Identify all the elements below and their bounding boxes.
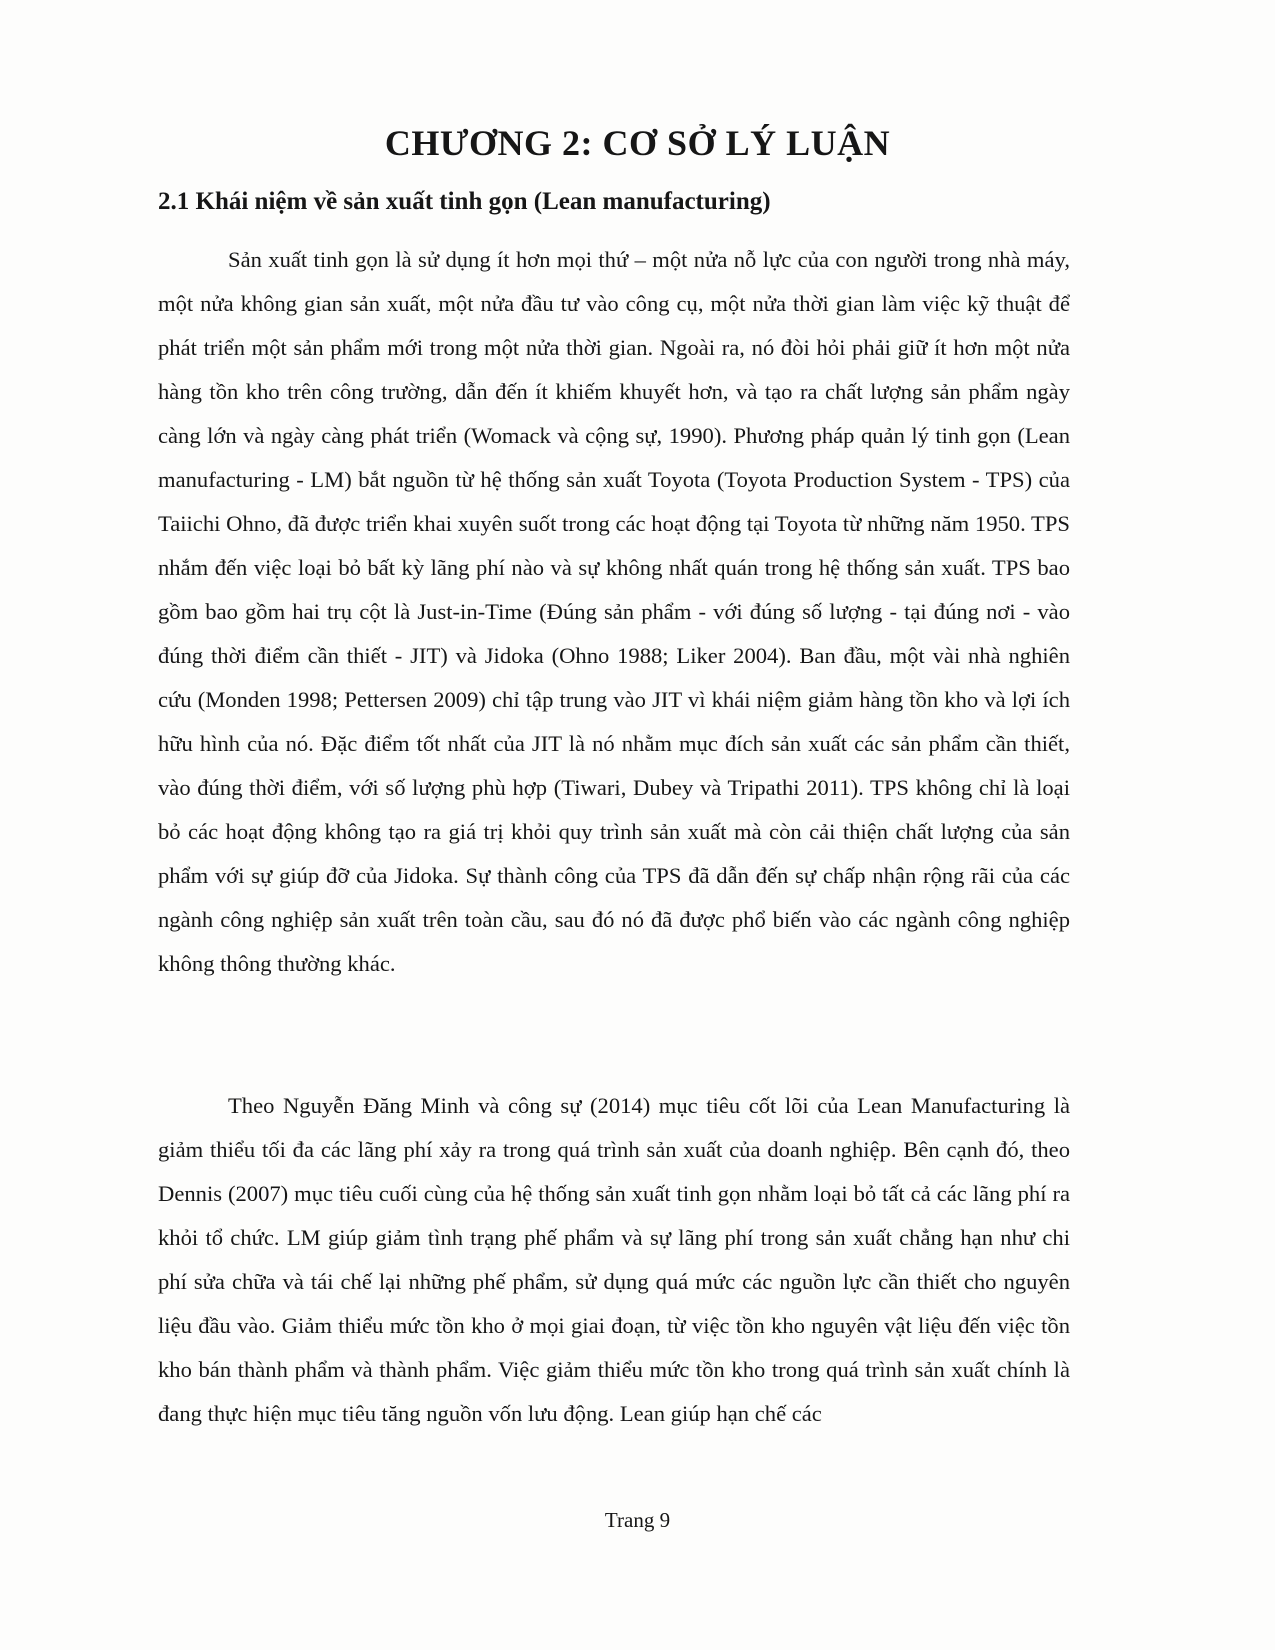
paragraph-lean-objectives — [158, 1084, 1070, 1436]
page-number: Trang 9 — [604, 1508, 671, 1532]
paragraph-text: Sản xuất tinh gọn là sử dụng ít hơn mọi thứ – một nửa nỗ lực của con người trong nhà máy, một nửa không gian sản xuất, một nửa đầu tư vào công cụ, một nửa thời gian làm việc kỹ thuật để phát triển một sản phẩm mới trong một nửa thời gian. Ngoài ra, nó đòi hỏi phải giữ ít hơn một nửa hàng tồn kho trên công trường, dẫn đến ít khiếm khuyết hơn, và tạo ra chất lượng sản phẩm ngày càng lớn và ngày càng phát triển (Womack và cộng sự, 1990). Phương pháp quản lý tinh gọn (Lean manufacturing - LM) bắt nguồn từ hệ thống sản xuất Toyota (Toyota Production System - TPS) của Taiichi Ohno, đã được triển khai xuyên suốt trong các hoạt động tại Toyota từ những năm 1950. TPS nhắm đến việc loại bỏ bất kỳ lãng phí nào và sự không nhất quán trong hệ thống sản xuất. TPS bao gồm bao gồm hai trụ cột là Just-in-Time (Đúng sản phẩm - với đúng số lượng - tại đúng nơi - vào đúng thời điểm cần thiết - JIT) và Jidoka (Ohno 1988; Liker 2004). Ban đầu, một vài nhà nghiên cứu (Monden 1998; Pettersen 2009) chỉ tập trung vào JIT vì khái niệm giảm hàng tồn kho và lợi ích hữu hình của nó. Đặc điểm tốt nhất của JIT là nó nhằm mục đích sản xuất các sản phẩm cần thiết, vào đúng thời điểm, với số lượng phù hợp (Tiwari, Dubey và Tripathi 2011). TPS không chỉ là loại bỏ các hoạt động không tạo ra giá trị khỏi quy trình sản xuất mà còn cải thiện chất lượng của sản phẩm với sự giúp đỡ của Jidoka. Sự thành công của TPS đã dẫn đến sự chấp nhận rộng rãi của các ngành công nghiệp sản xuất trên toàn cầu, sau đó nó đã được phổ biến vào các ngành công nghiệp không thông thường khác. — [158, 247, 1070, 976]
paragraph-lean-definition — [158, 238, 1070, 986]
paragraph-text: Theo Nguyễn Đăng Minh và công sự (2014) mục tiêu cốt lõi của Lean Manufacturing là giảm thiểu tối đa các lãng phí xảy ra trong quá trình sản xuất của doanh nghiệp. Bên cạnh đó, theo Dennis (2007) mục tiêu cuối cùng của hệ thống sản xuất tinh gọn nhằm loại bỏ tất cả các lãng phí ra khỏi tổ chức. LM giúp giảm tình trạng phế phẩm và sự lãng phí trong sản xuất chẳng hạn như chi phí sửa chữa và tái chế lại những phế phẩm, sử dụng quá mức các nguồn lực cần thiết cho nguyên liệu đầu vào. Giảm thiểu mức tồn kho ở mọi giai đoạn, từ việc tồn kho nguyên vật liệu đến việc tồn kho bán thành phẩm và thành phẩm. Việc giảm thiểu mức tồn kho trong quá trình sản xuất chính là đang thực hiện mục tiêu tăng nguồn vốn lưu động. Lean giúp hạn chế các — [158, 1093, 1070, 1426]
section-heading: 2.1 Khái niệm về sản xuất tinh gọn (Lean manufacturing) — [158, 188, 771, 215]
chapter-title: CHƯƠNG 2: CƠ SỞ LÝ LUẬN — [384, 123, 891, 163]
